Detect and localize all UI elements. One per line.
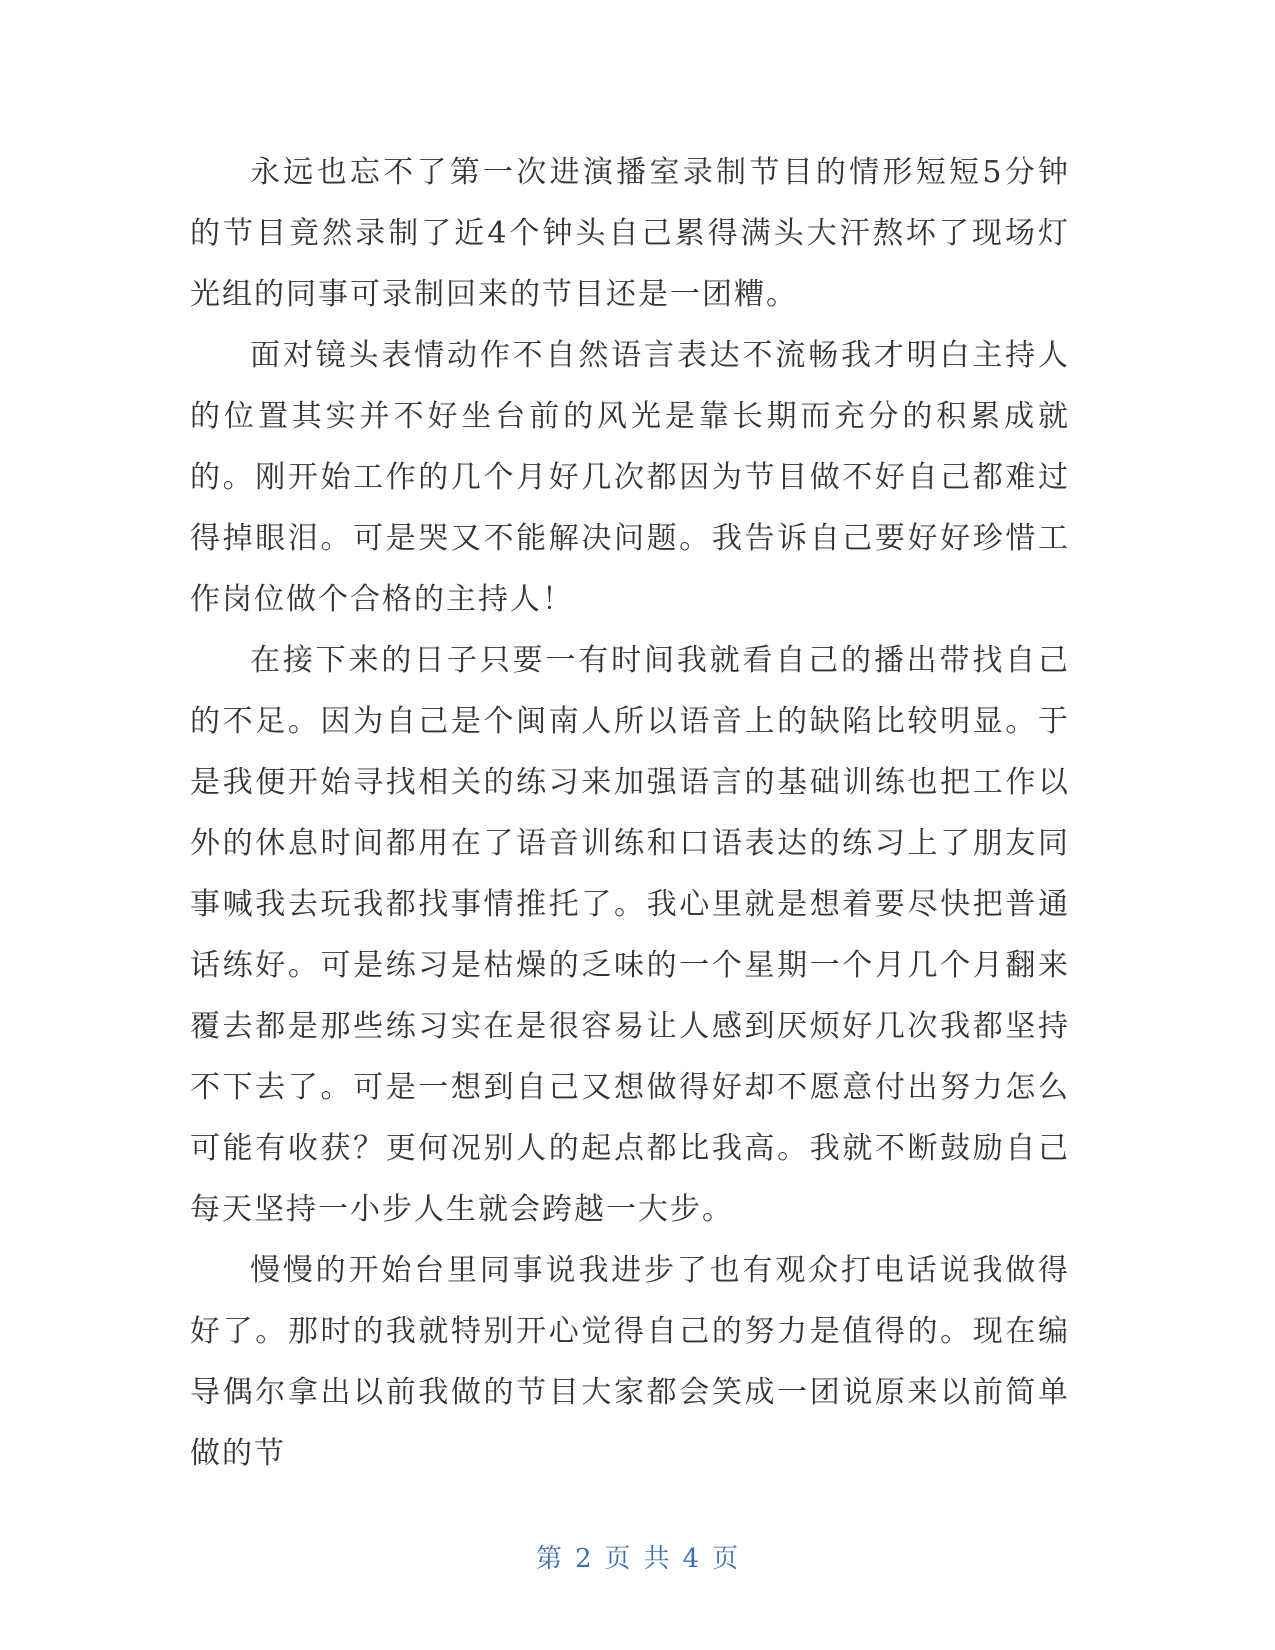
footer-total-pages: 4 <box>682 1544 701 1574</box>
footer-current-page: 2 <box>574 1544 593 1574</box>
footer-suffix: 页 <box>712 1544 740 1574</box>
paragraph-1: 永远也忘不了第一次进演播室录制节目的情形短短5分钟的节目竟然录制了近4个钟头自己累得满头大汗熬坏了现场灯光组的同事可录制回来的节目还是一团糟。 <box>190 155 1070 312</box>
paragraph-4: 慢慢的开始台里同事说我进步了也有观众打电话说我做得好了。那时的我就特别开心觉得自己的努力是值得的。现在编导偶尔拿出以前我做的节目大家都会笑成一团说原来以前简单做的节 <box>190 1253 1070 1471</box>
paragraph-3: 在接下来的日子只要一有时间我就看自己的播出带找自己的不足。因为自己是个闽南人所以语音上的缺陷比较明显。于是我便开始寻找相关的练习来加强语言的基础训练也把工作以外的休息时间都用在了语音训练和口语表达的练习上了朋友同事喊我去玩我都找事情推托了。我心里就是想着要尽快把普通话练好。可是练习是枯燥的乏味的一个星期一个月几个月翻来覆去都是那些练习实在是很容易让人感到厌烦好几次我都坚持不下去了。可是一想到自己又想做得好却不愿意付出努力怎么可能有收获？更何况别人的起点都比我高。我就不断鼓励自己每天坚持一小步人生就会跨越一大步。 <box>190 643 1070 1227</box>
document-body <box>190 142 1070 1484</box>
footer-page-unit: 页 <box>604 1544 632 1574</box>
footer-prefix: 第 <box>535 1544 563 1574</box>
page-footer <box>0 1538 1275 1575</box>
paragraph-2: 面对镜头表情动作不自然语言表达不流畅我才明白主持人的位置其实并不好坐台前的风光是靠长期而充分的积累成就的。刚开始工作的几个月好几次都因为节目做不好自己都难过得掉眼泪。可是哭又不能解决问题。我告诉自己要好好珍惜工作岗位做个合格的主持人！ <box>190 338 1070 617</box>
footer-total-label: 共 <box>643 1544 671 1574</box>
